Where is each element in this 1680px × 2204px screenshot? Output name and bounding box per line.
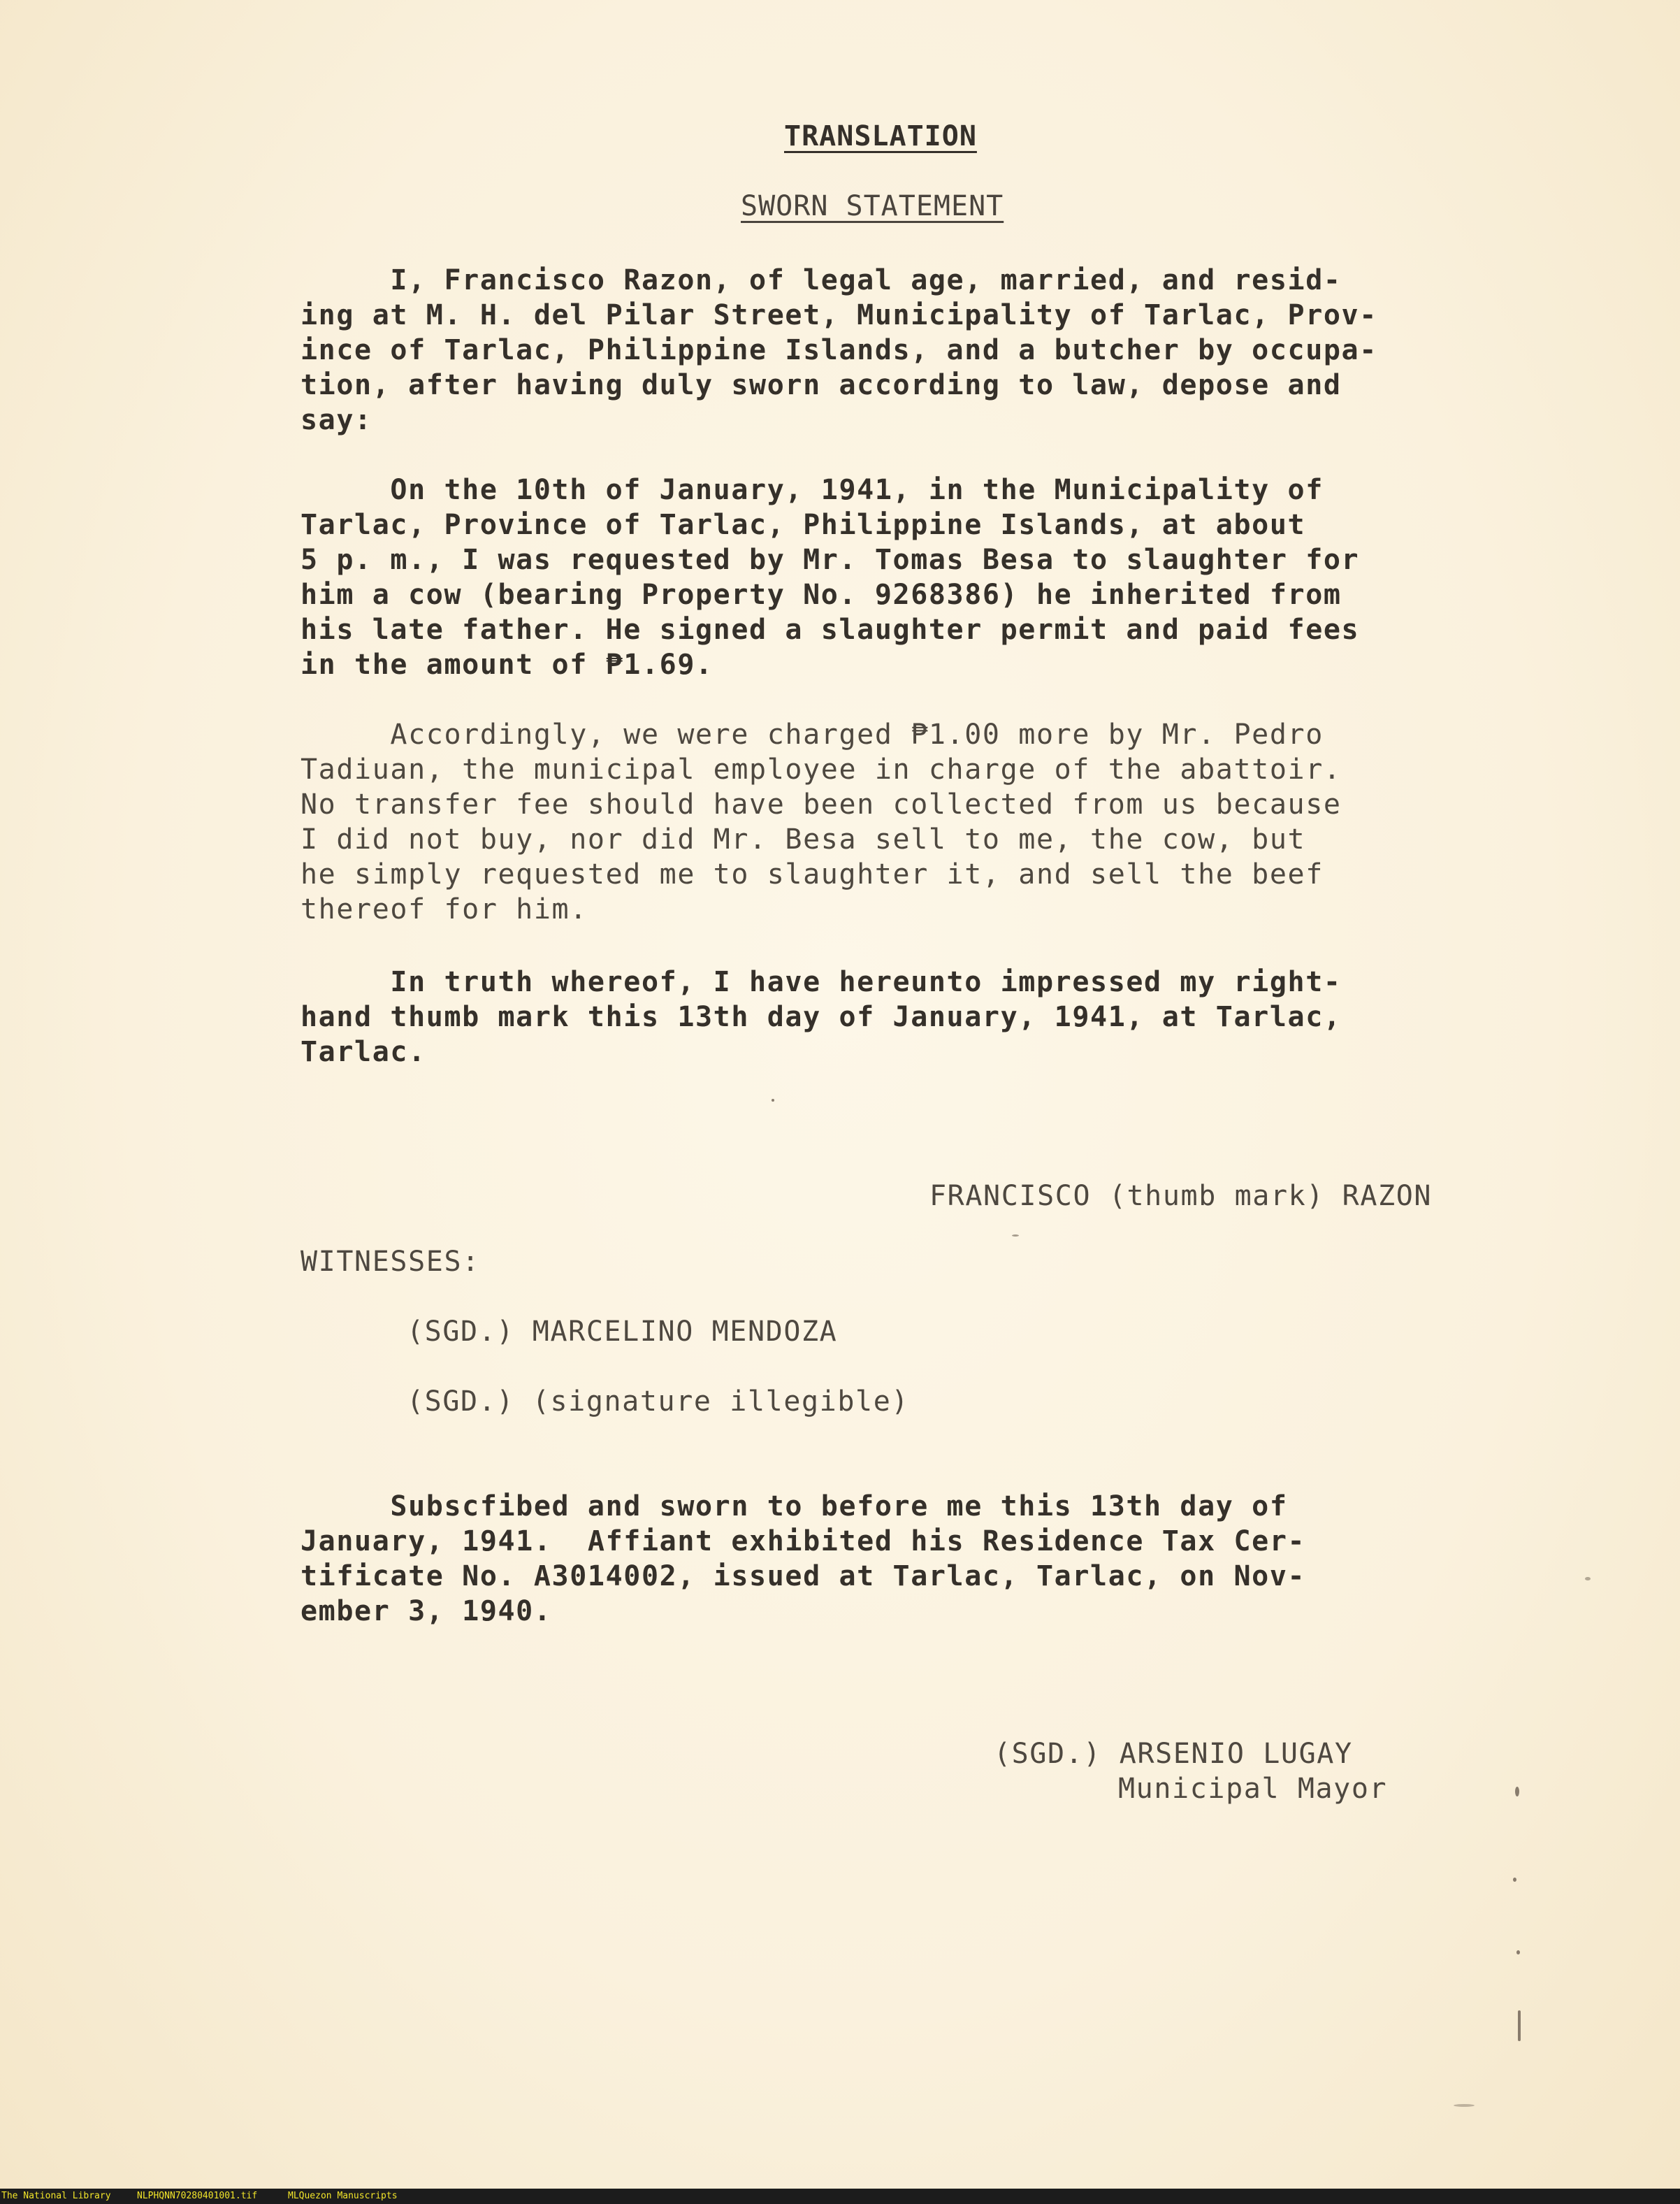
paragraph-line: No transfer fee should have been collected from us because	[300, 788, 1342, 821]
document-subheading: SWORN STATEMENT	[741, 190, 1004, 222]
paragraph-line: he simply requested me to slaughter it, and sell the beef	[300, 858, 1324, 891]
official-signature-title: Municipal Mayor	[1118, 1773, 1388, 1805]
jurat-line: Subscfibed and sworn to before me this 13th day of	[300, 1490, 1288, 1522]
ink-speck	[1513, 1878, 1516, 1882]
witnesses-label: WITNESSES:	[300, 1246, 480, 1278]
paragraph-line: thereof for him.	[300, 893, 588, 925]
document-heading: TRANSLATION	[784, 120, 977, 152]
witness-2: (SGD.) (signature illegible)	[407, 1385, 910, 1418]
paragraph-line: Accordingly, we were charged ₱1.00 more by Mr. Pedro	[300, 719, 1324, 751]
ink-speck	[1518, 2010, 1521, 2041]
footer-file-id: NLPHQNN70280401001.tif	[137, 2191, 258, 2201]
paragraph-line: say:	[300, 404, 372, 436]
paragraph-line: I did not buy, nor did Mr. Besa sell to me, the cow, but	[300, 823, 1306, 856]
paragraph-line: his late father. He signed a slaughter permit and paid fees	[300, 614, 1360, 646]
paragraph-line: in the amount of ₱1.69.	[300, 649, 714, 681]
jurat-line: January, 1941. Affiant exhibited his Residence Tax Cer-	[300, 1525, 1306, 1557]
ink-speck	[1515, 1787, 1519, 1796]
paragraph-line: 5 p. m., I was requested by Mr. Tomas Besa to slaughter for	[300, 544, 1360, 576]
ink-speck	[1585, 1577, 1591, 1580]
footer-collection: MLQuezon Manuscripts	[288, 2191, 398, 2201]
ink-speck	[1454, 2104, 1475, 2107]
paragraph-line: ince of Tarlac, Philippine Islands, and a butcher by occupa-	[300, 334, 1377, 366]
paragraph-line: On the 10th of January, 1941, in the Municipality of	[300, 474, 1324, 506]
paragraph-line: Tadiuan, the municipal employee in charge of the abattoir.	[300, 754, 1342, 786]
footer-library: The National Library	[1, 2191, 111, 2201]
paragraph-line: ing at M. H. del Pilar Street, Municipality of Tarlac, Prov-	[300, 299, 1377, 331]
affiant-signature: FRANCISCO (thumb mark) RAZON	[929, 1180, 1433, 1212]
scan-footer	[0, 2189, 1680, 2204]
ink-speck	[1012, 1234, 1019, 1237]
ink-speck	[1516, 1950, 1520, 1954]
paragraph-line: hand thumb mark this 13th day of January, 1941, at Tarlac,	[300, 1001, 1342, 1033]
jurat-line: tificate No. A3014002, issued at Tarlac, Tarlac, on Nov-	[300, 1560, 1306, 1592]
official-signature-name: (SGD.) ARSENIO LUGAY	[994, 1738, 1353, 1770]
witness-1: (SGD.) MARCELINO MENDOZA	[407, 1316, 838, 1348]
paragraph-line: Tarlac, Province of Tarlac, Philippine Islands, at about	[300, 509, 1306, 541]
paragraph-line: I, Francisco Razon, of legal age, married, and resid-	[300, 264, 1342, 296]
paragraph-line: him a cow (bearing Property No. 9268386) he inherited from	[300, 579, 1342, 611]
paragraph-line: Tarlac.	[300, 1036, 426, 1068]
paragraph-line: tion, after having duly sworn according to law, depose and	[300, 369, 1342, 401]
ink-speck	[772, 1099, 774, 1102]
paragraph-line: In truth whereof, I have hereunto impressed my right-	[300, 966, 1342, 998]
jurat-line: ember 3, 1940.	[300, 1595, 552, 1627]
